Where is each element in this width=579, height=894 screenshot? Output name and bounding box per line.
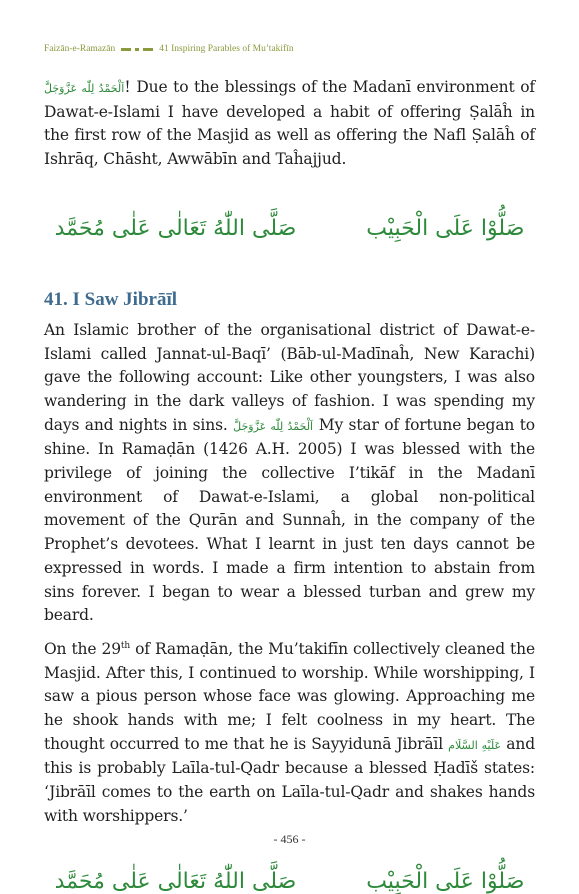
arabic-phrase-alhamdulillah: اَلْحَمْدُ لِلّٰه عَزَّوَجَلَّ	[44, 82, 125, 95]
durood-sallallahu: صَلَّى اللّٰهُ تَعَالٰى عَلٰى مُحَمَّد	[54, 868, 297, 894]
intro-text: ! Due to the blessings of the Madanī environment of Dawat-e-Islami I have developed a habit of offering Ṣalāĥ in the first row of the Masjid as well as offering the Nafl Ṣalāĥ of Ishrāq, Chāsht, Awwābīn and Taĥajjud.	[44, 78, 535, 169]
p1-text-a: An Islamic brother of the organisational district of Dawat-e-Islami called Jannat-ul-Baqī’ (Bāb-ul-Madīnaĥ, New Karachi) gave the following account: Like other youngsters, I was also wandering in the dark valleys of fashion. I was spending my days and nights in sins.	[44, 320, 535, 434]
durood-line	[44, 216, 535, 241]
running-header	[44, 42, 535, 56]
ordinal-suffix: th	[120, 640, 131, 651]
durood-salu-ala-al-habib: صَلُّوْا عَلَى الْحَبِيْب	[366, 868, 525, 894]
section-paragraph-1	[44, 319, 535, 628]
arabic-phrase-alayhis-salam: عَلَيْهِ السَّلَام	[448, 738, 502, 752]
section-title: 41. I Saw Jibrāīl	[44, 288, 178, 310]
p2-text-c: and this is probably Laīla-tul-Qadr because a blessed Ḥadīš states: ‘Jibrāīl comes to the earth on Laīla-tul-Qadr and shakes hands with worshippers.’	[44, 734, 535, 825]
durood-line	[44, 869, 535, 894]
durood-sallallahu: صَلَّى اللّٰهُ تَعَالٰى عَلٰى مُحَمَّد	[54, 215, 297, 241]
p2-text-b: of Ramaḍān, the Mu’takifīn collectively cleaned the Masjid. After this, I continued to worship. While worshipping, I saw a pious person whose face was glowing. Approaching me he shook hands with me; I felt coolness in my heart. The thought occurred to me that he is Sayyidunā Jibrāīl	[44, 639, 535, 753]
arabic-phrase-alhamdulillah: اَلْحَمْدُ لِلّٰه عَزَّوَجَلَّ	[233, 419, 314, 433]
page-content	[44, 76, 535, 894]
p1-text-b: My star of fortune began to shine. In Ramaḍān (1426 A.H. 2005) I was blessed with the privilege of joining the collective I’tikāf in the Madanī environment of Dawat-e-Islami, a global non-political movement of the Qurān and Sunnaĥ, in the company of the Prophet’s devotees. What I learnt in just ten days cannot be expressed in words. I made a firm intention to abstain from sins forever. I began to wear a blessed turban and grew my beard.	[44, 415, 535, 625]
p2-text-a: On the 29	[44, 639, 121, 658]
page-number: - 456 -	[273, 832, 306, 846]
header-book-title: Faizān-e-Ramazān	[44, 44, 116, 54]
section-paragraph-2	[44, 638, 535, 829]
intro-paragraph	[44, 76, 535, 172]
header-chapter-title: 41 Inspiring Parables of Mu’takifīn	[159, 44, 294, 54]
durood-salu-ala-al-habib: صَلُّوْا عَلَى الْحَبِيْب	[366, 215, 525, 241]
header-separator	[121, 48, 153, 51]
